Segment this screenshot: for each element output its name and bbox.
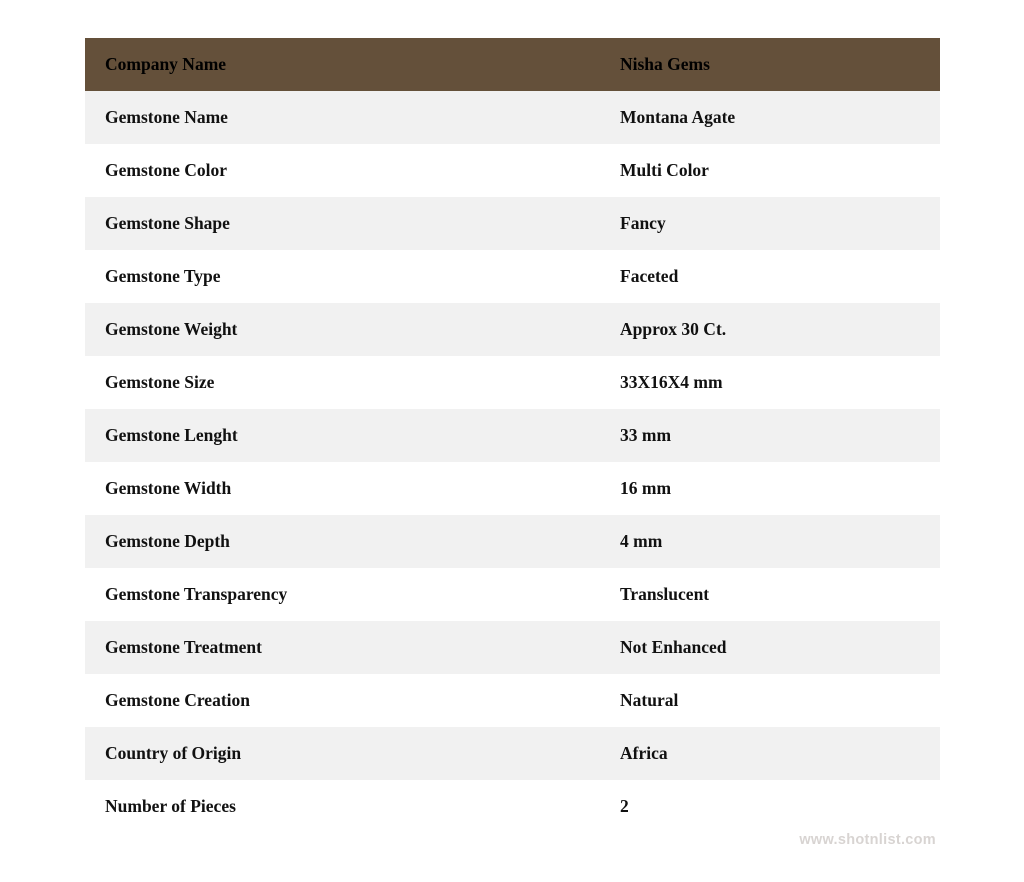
row-value: 16 mm [620,478,672,498]
row-value: 33 mm [620,425,672,445]
row-label: Number of Pieces [105,796,236,816]
table-row [85,568,940,621]
table-row [85,780,940,833]
table-row [85,91,940,144]
table-row [85,515,940,568]
row-label: Gemstone Size [105,372,215,392]
row-value: Not Enhanced [620,637,727,657]
row-value: Natural [620,690,679,710]
row-label: Gemstone Transparency [105,584,288,604]
table-row [85,674,940,727]
row-value: 2 [620,796,629,816]
row-label: Gemstone Lenght [105,425,238,445]
row-label: Gemstone Type [105,266,221,286]
table-row [85,303,940,356]
gemstone-specification-table [85,38,940,833]
row-label: Gemstone Creation [105,690,250,710]
table-header-row [85,38,940,91]
row-value: Translucent [620,584,710,604]
gemstone-specification-table-container [85,38,940,833]
row-value: 33X16X4 mm [620,372,723,392]
row-label: Gemstone Shape [105,213,230,233]
row-label: Gemstone Treatment [105,637,262,657]
row-label: Country of Origin [105,743,242,763]
watermark: www.shotnlist.com [799,832,936,848]
row-value: 4 mm [620,531,663,551]
table-row [85,250,940,303]
table-row [85,144,940,197]
row-label: Gemstone Weight [105,319,238,339]
table-row [85,462,940,515]
row-value: Faceted [620,266,679,286]
table-row [85,197,940,250]
table-row [85,727,940,780]
table-body [85,38,940,833]
row-value: Fancy [620,213,666,233]
row-value: Africa [620,743,668,763]
row-value: Multi Color [620,160,709,180]
row-label: Gemstone Name [105,107,228,127]
row-label: Gemstone Depth [105,531,230,551]
row-label: Gemstone Width [105,478,232,498]
table-row [85,621,940,674]
row-value: Approx 30 Ct. [620,319,727,339]
header-value-cell: Nisha Gems [620,54,710,74]
row-label: Gemstone Color [105,160,227,180]
row-value: Montana Agate [620,107,736,127]
table-row [85,356,940,409]
header-label-cell: Company Name [105,54,227,74]
table-row [85,409,940,462]
